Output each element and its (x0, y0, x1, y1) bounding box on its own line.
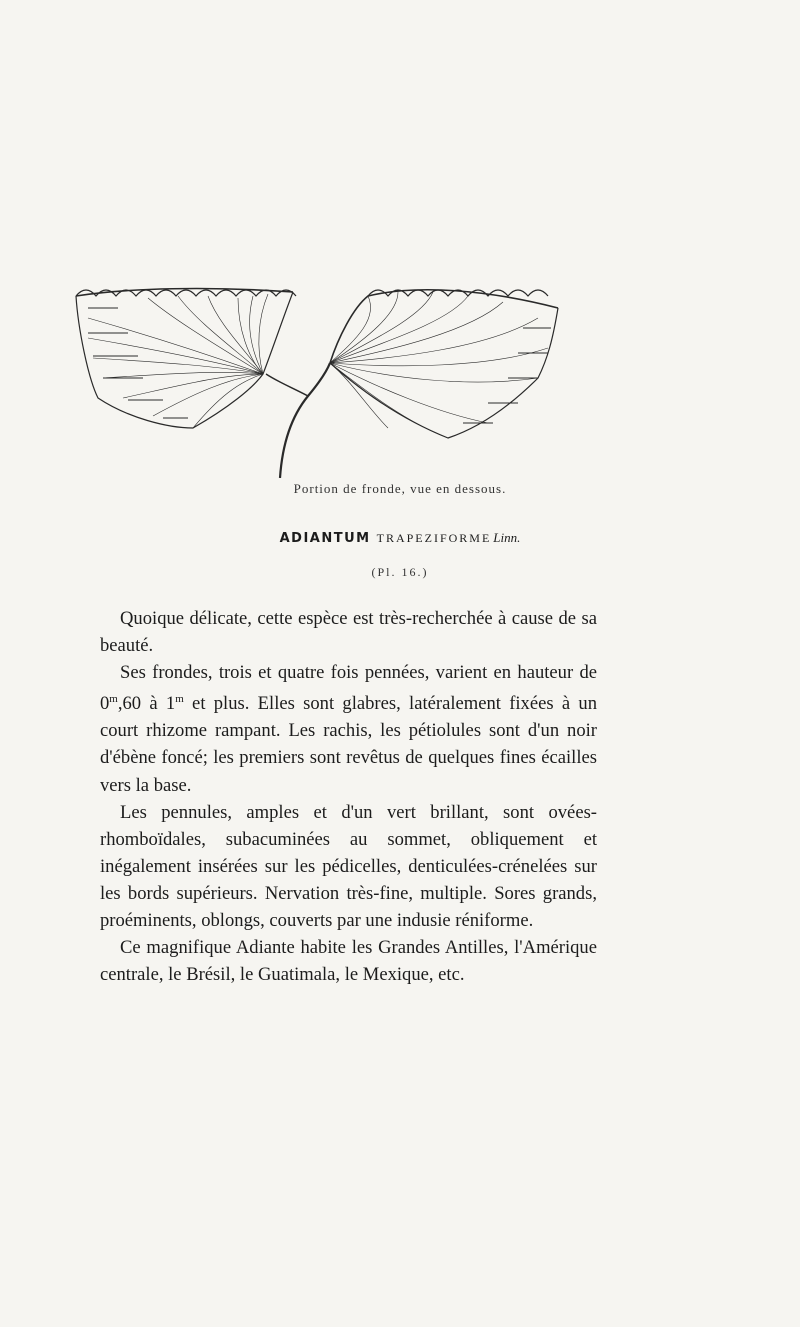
paragraph-fronds (100, 659, 597, 798)
paragraph-text: et plus. Elles sont glabres, latéralement fixées à un court rhizome rampant. Les rachis, les pétiolules sont d'un noir d'ébène foncé; les premiers sont revêtus de quelques fines écailles vers la base. (100, 693, 597, 796)
fern-frond-illustration (68, 278, 568, 478)
paragraph-text: Quoique délicate, cette espèce est très-recherchée à cause de sa beauté. (100, 608, 597, 657)
paragraph-text: ,60 à 1 (117, 693, 176, 715)
unit-superscript: m (175, 693, 184, 706)
unit-superscript: m (109, 693, 118, 706)
paragraph-intro (100, 605, 597, 659)
paragraph-text: Ses frondes, trois et quatre fois pennées, varient en hauteur de 0 (100, 662, 597, 715)
species-epithet: TRAPEZIFORME (376, 531, 492, 545)
paragraph-habitat (100, 934, 597, 988)
paragraph-text: Ce magnifique Adiante habite les Grandes Antilles, l'Amérique centrale, le Brésil, le Guatimala, le Mexique, etc. (100, 937, 597, 986)
description-body (100, 605, 597, 988)
figure-caption: Portion de fronde, vue en dessous. (293, 481, 507, 496)
plate-reference: (Pl. 16.) (371, 565, 429, 579)
genus-name: ADIANTUM (279, 531, 371, 546)
paragraph-pinnules (100, 799, 597, 934)
species-heading (0, 530, 800, 546)
paragraph-text: Les pennules, amples et d'un vert brillant, sont ovées-rhomboïdales, subacuminées au sommet, obliquement et inégalement insérées sur les pédicelles, denticulées-crénelées sur les bords supérieurs. Nervation très-fine, multiple. Sores grands, proéminents, oblongs, couverts par une indusie réniforme. (100, 801, 597, 932)
author-citation: Linn. (493, 530, 521, 545)
